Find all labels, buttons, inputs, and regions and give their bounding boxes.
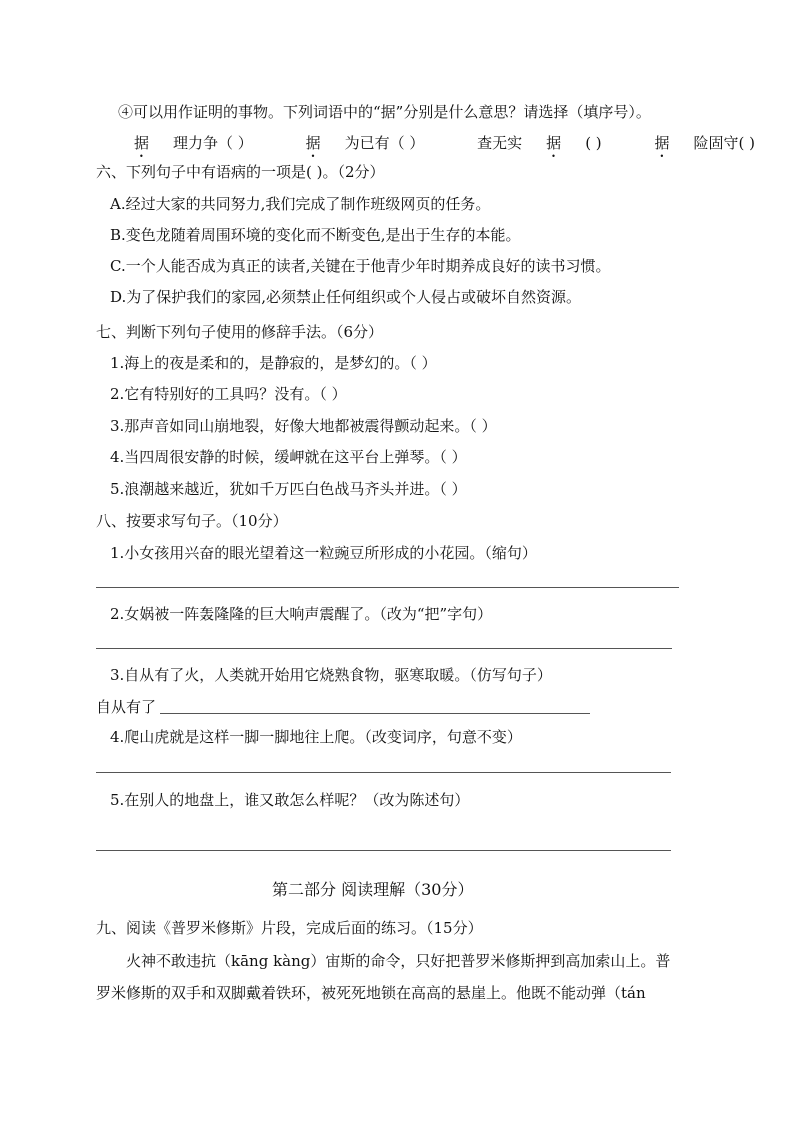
q7-item-2: 2.它有特别好的工具吗？没有。（ ） [110, 385, 347, 403]
q9-paragraph-line-1: 火神不敢违抗（kāng kàng）宙斯的命令，只好把普罗米修斯押到高加索山上。普 [126, 952, 671, 970]
q8-item-3: 3.自从有了火，人类就开始用它烧熟食物，驱寒取暖。（仿写句子） [110, 666, 552, 684]
q8-item-2: 2.女娲被一阵轰隆隆的巨大响声震醒了。（改为“把”字句） [110, 605, 493, 623]
q8-answer-line-3[interactable] [160, 713, 590, 714]
q5-instruction: ④可以用作证明的事物。下列词语中的“据”分别是什么意思？请选择（填序号）。 [118, 103, 651, 121]
q8-answer-line-5[interactable] [96, 850, 671, 851]
q7-title: 七、判断下列句子使用的修辞手法。（6分） [96, 323, 384, 341]
q8-item-4: 4.爬山虎就是这样一脚一脚地往上爬。（改变词序，句意不变） [110, 728, 522, 746]
q6-option-c: C.一个人能否成为真正的读者,关键在于他青少年时期养成良好的读书习惯。 [110, 257, 611, 275]
q8-answer-line-1[interactable] [96, 587, 679, 588]
q9-paragraph-line-2: 罗米修斯的双手和双脚戴着铁环，被死死地锁在高高的悬崖上。他既不能动弹（tán [96, 984, 646, 1002]
q9-title: 九、阅读《普罗米修斯》片段，完成后面的练习。（15分） [96, 919, 483, 937]
q7-item-1: 1.海上的夜是柔和的，是静寂的，是梦幻的。（ ） [110, 354, 437, 372]
q5-item-4: 据 险固守( ) [654, 134, 755, 152]
q8-prompt-3: 自从有了 [96, 698, 157, 716]
q5-item-1: 据 理力争（ ） [134, 134, 253, 152]
q7-item-5: 5.浪潮越来越近，犹如千万匹白色战马齐头并进。（ ） [110, 480, 467, 498]
q8-answer-line-4[interactable] [96, 772, 671, 773]
q5-items [134, 133, 793, 161]
q8-item-1: 1.小女孩用兴奋的眼光望着这一粒豌豆所形成的小花园。（缩句） [110, 544, 537, 562]
part2-title: 第二部分 阅读理解（30分） [272, 880, 474, 899]
q7-item-3: 3.那声音如同山崩地裂，好像大地都被震得颤动起来。（ ） [110, 417, 497, 435]
q6-option-a: A.经过大家的共同努力,我们完成了制作班级网页的任务。 [110, 195, 491, 213]
q8-answer-line-2[interactable] [96, 648, 672, 649]
q5-item-3: 查无实 据 ( ) [477, 134, 602, 152]
q8-title: 八、按要求写句子。（10分） [96, 512, 288, 530]
q6-title: 六、下列句子中有语病的一项是( )。（2分） [96, 163, 385, 181]
q6-option-b: B.变色龙随着周围环境的变化而不断变色,是出于生存的本能。 [110, 226, 521, 244]
q7-item-4: 4.当四周很安静的时候，缓岬就在这平台上弹琴。（ ） [110, 448, 467, 466]
q5-item-2: 据 为已有（ ） [305, 134, 425, 152]
q6-option-d: D.为了保护我们的家园,必须禁止任何组织或个人侵占或破坏自然资源。 [110, 288, 582, 306]
q8-item-5: 5.在别人的地盘上，谁又敢怎么样呢？（改为陈述句） [110, 791, 470, 809]
